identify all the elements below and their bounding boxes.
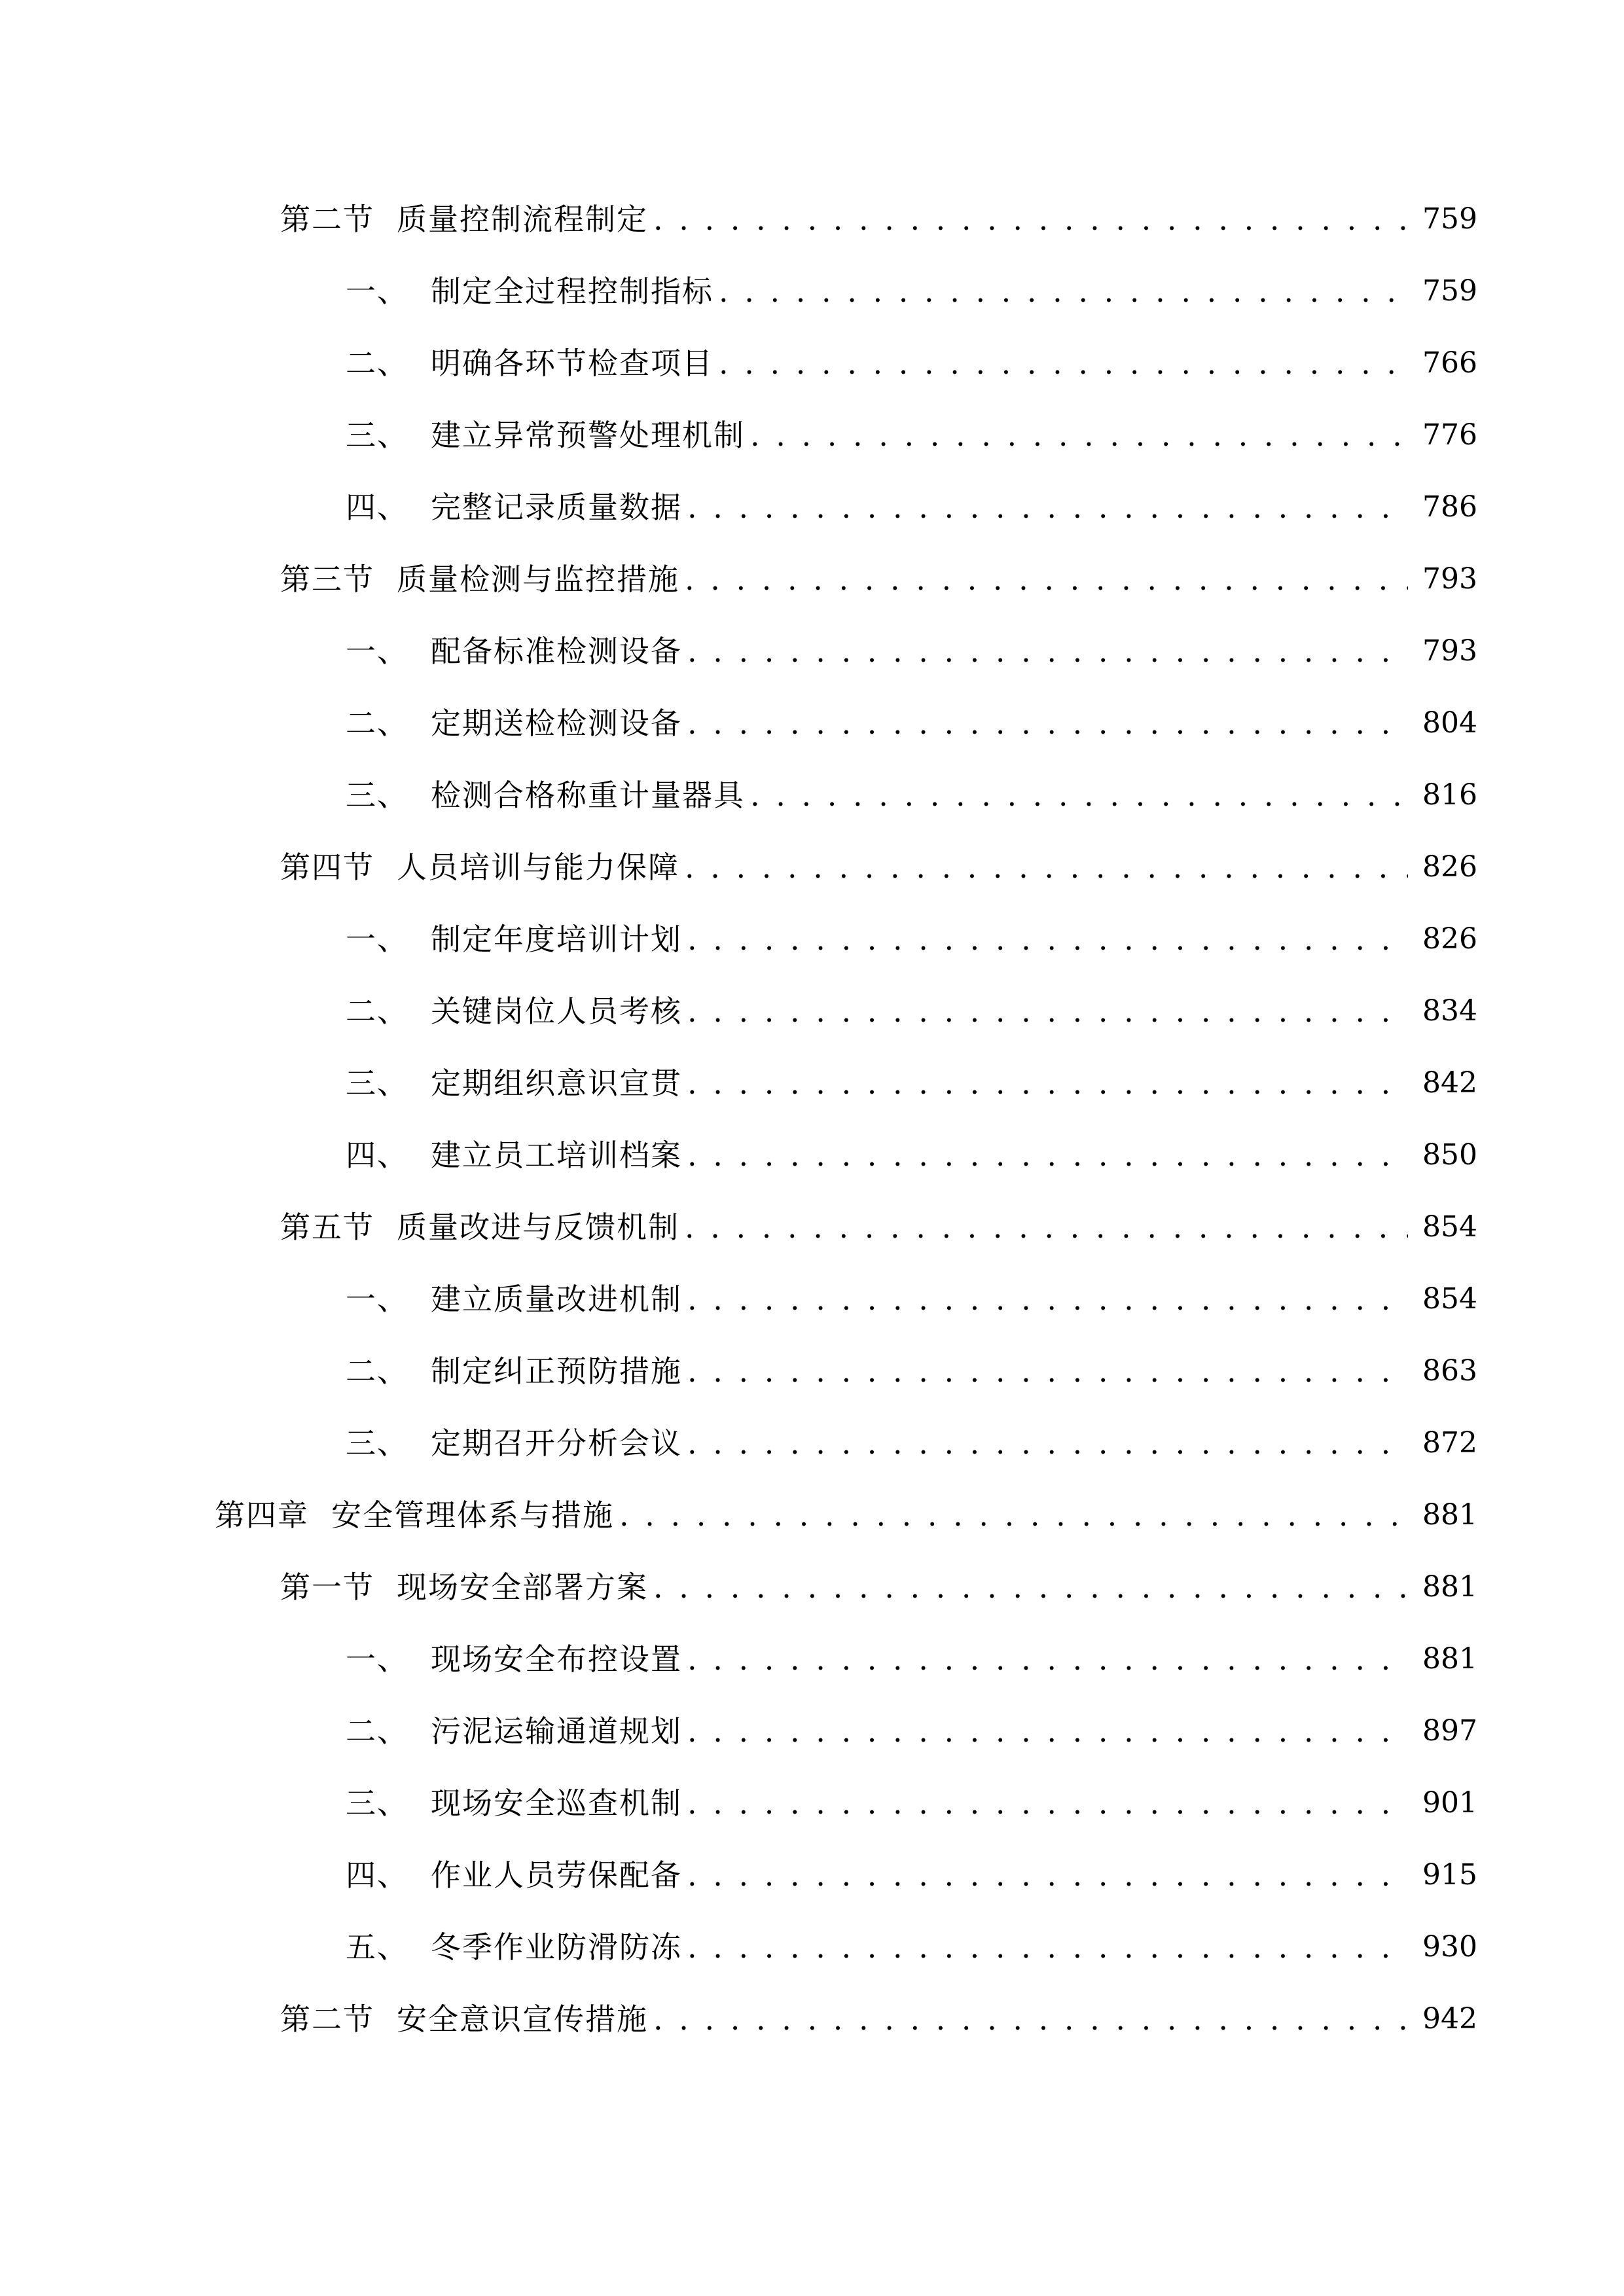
toc-entry-page: 881	[1422, 1642, 1477, 1676]
toc-entry-number: 三、	[346, 418, 408, 453]
toc-entry-page: 881	[1422, 1570, 1477, 1604]
toc-entry[interactable]	[346, 481, 1477, 527]
toc-leader-dots	[619, 1496, 1408, 1535]
toc-entry-title: 明确各环节检查项目	[431, 346, 713, 381]
toc-entry-page: 804	[1422, 706, 1477, 740]
toc-entry-title: 建立员工培训档案	[431, 1138, 682, 1173]
toc-entry[interactable]	[346, 1705, 1477, 1751]
toc-entry-page: 776	[1422, 418, 1477, 452]
toc-entry-number: 第三节	[280, 562, 374, 597]
toc-leader-dots	[687, 1784, 1408, 1823]
toc-entry-page: 850	[1422, 1138, 1477, 1172]
toc-entry-title: 安全意识宣传措施	[397, 2001, 648, 2037]
toc-leader-dots	[687, 992, 1408, 1031]
toc-leader-dots	[687, 1352, 1408, 1391]
toc-leader-dots	[687, 1424, 1408, 1463]
toc-entry-number: 第五节	[280, 1210, 374, 1245]
toc-entry-title: 质量检测与监控措施	[397, 562, 679, 597]
toc-leader-dots	[685, 560, 1408, 599]
toc-entry[interactable]	[215, 1489, 1477, 1535]
toc-entry[interactable]	[346, 1129, 1477, 1175]
toc-entry-page: 759	[1422, 202, 1477, 236]
toc-entry-title: 冬季作业防滑防冻	[431, 1929, 682, 1965]
toc-entry-title: 安全管理体系与措施	[331, 1498, 614, 1533]
toc-entry-page: 766	[1422, 346, 1477, 380]
toc-entry-title: 现场安全布控设置	[431, 1641, 682, 1677]
toc-leader-dots	[750, 776, 1408, 815]
toc-entry[interactable]	[346, 409, 1477, 455]
toc-entry-title: 现场安全部署方案	[397, 1570, 648, 1605]
toc-entry-number: 三、	[346, 1785, 408, 1821]
toc-entry[interactable]	[346, 337, 1477, 383]
toc-entry-title: 定期送检检测设备	[431, 706, 682, 741]
toc-leader-dots	[685, 848, 1408, 887]
toc-entry-number: 二、	[346, 994, 408, 1029]
toc-leader-dots	[750, 416, 1408, 455]
toc-entry[interactable]	[346, 985, 1477, 1031]
toc-entry[interactable]	[346, 1921, 1477, 1967]
toc-entry[interactable]	[346, 1849, 1477, 1895]
toc-entry-page: 793	[1422, 634, 1477, 668]
toc-entry-page: 930	[1422, 1930, 1477, 1964]
toc-leader-dots	[719, 272, 1408, 311]
toc-entry-title: 完整记录质量数据	[431, 490, 682, 525]
toc-entry-number: 一、	[346, 1282, 408, 1317]
toc-leader-dots	[653, 200, 1408, 239]
toc-entry-number: 一、	[346, 1641, 408, 1677]
toc-entry[interactable]	[346, 1777, 1477, 1823]
toc-entry-page: 901	[1422, 1786, 1477, 1820]
toc-entry[interactable]	[280, 1561, 1477, 1607]
toc-entry-title: 定期组织意识宣贯	[431, 1066, 682, 1101]
toc-entry[interactable]	[346, 769, 1477, 815]
toc-entry-number: 第四节	[280, 850, 374, 885]
toc-leader-dots	[653, 2000, 1408, 2039]
toc-entry-number: 三、	[346, 1426, 408, 1461]
toc-entry-title: 定期召开分析会议	[431, 1426, 682, 1461]
toc-entry-page: 834	[1422, 994, 1477, 1028]
toc-entry-page: 826	[1422, 850, 1477, 884]
toc-entry-page: 872	[1422, 1426, 1477, 1460]
toc-leader-dots	[687, 1280, 1408, 1319]
toc-entry[interactable]	[346, 1633, 1477, 1679]
toc-leader-dots	[687, 1928, 1408, 1967]
toc-entry[interactable]	[280, 1201, 1477, 1247]
toc-entry-number: 五、	[346, 1929, 408, 1965]
toc-entry-number: 一、	[346, 274, 408, 309]
toc-entry-page: 786	[1422, 490, 1477, 524]
toc-entry-page: 816	[1422, 778, 1477, 812]
toc-entry-number: 四、	[346, 1857, 408, 1893]
toc-entry-title: 人员培训与能力保障	[397, 850, 679, 885]
toc-entry-page: 793	[1422, 562, 1477, 596]
toc-entry-number: 一、	[346, 922, 408, 957]
toc-entry-number: 二、	[346, 1713, 408, 1749]
toc-entry-title: 检测合格称重计量器具	[431, 778, 745, 813]
toc-entry-title: 污泥运输通道规划	[431, 1713, 682, 1749]
toc-entry-title: 建立异常预警处理机制	[431, 418, 745, 453]
toc-entry-title: 作业人员劳保配备	[431, 1857, 682, 1893]
toc-entry[interactable]	[280, 193, 1477, 239]
toc-leader-dots	[687, 920, 1408, 959]
toc-leader-dots	[653, 1568, 1408, 1607]
toc-entry-title: 质量改进与反馈机制	[397, 1210, 679, 1245]
toc-entry[interactable]	[346, 1057, 1477, 1103]
toc-leader-dots	[687, 488, 1408, 527]
toc-entry-number: 三、	[346, 778, 408, 813]
toc-entry-page: 854	[1422, 1282, 1477, 1316]
toc-entry-title: 现场安全巡查机制	[431, 1785, 682, 1821]
toc-entry-page: 881	[1422, 1498, 1477, 1532]
toc-entry-page: 863	[1422, 1354, 1477, 1388]
toc-entry[interactable]	[280, 553, 1477, 599]
toc-entry[interactable]	[346, 697, 1477, 743]
toc-leader-dots	[685, 1208, 1408, 1247]
toc-leader-dots	[687, 632, 1408, 671]
toc-entry[interactable]	[346, 913, 1477, 959]
toc-entry-number: 第二节	[280, 202, 374, 237]
toc-leader-dots	[719, 344, 1408, 383]
toc-entry-page: 759	[1422, 274, 1477, 308]
toc-entry-number: 第四章	[215, 1498, 309, 1533]
toc-entry-number: 第一节	[280, 1570, 374, 1605]
toc-entry[interactable]	[346, 625, 1477, 671]
toc-entry-title: 制定纠正预防措施	[431, 1354, 682, 1389]
toc-entry-title: 制定全过程控制指标	[431, 274, 713, 309]
toc-entry-number: 第二节	[280, 2001, 374, 2037]
toc-entry-title: 关键岗位人员考核	[431, 994, 682, 1029]
toc-entry-title: 质量控制流程制定	[397, 202, 648, 237]
toc-entry-number: 一、	[346, 634, 408, 669]
toc-entry-number: 二、	[346, 346, 408, 381]
toc-entry-number: 四、	[346, 1138, 408, 1173]
toc-leader-dots	[687, 1136, 1408, 1175]
toc-entry[interactable]	[346, 265, 1477, 311]
toc-entry-number: 四、	[346, 490, 408, 525]
toc-entry[interactable]	[280, 1993, 1477, 2039]
toc-entry[interactable]	[280, 841, 1477, 887]
toc-leader-dots	[687, 704, 1408, 743]
toc-entry-title: 配备标准检测设备	[431, 634, 682, 669]
toc-entry-number: 三、	[346, 1066, 408, 1101]
toc-entry[interactable]	[346, 1417, 1477, 1463]
toc-entry-title: 制定年度培训计划	[431, 922, 682, 957]
toc-leader-dots	[687, 1856, 1408, 1895]
toc-entry-page: 826	[1422, 922, 1477, 956]
toc-entry[interactable]	[346, 1273, 1477, 1319]
toc-leader-dots	[687, 1640, 1408, 1679]
toc-leader-dots	[687, 1712, 1408, 1751]
toc-entry-title: 建立质量改进机制	[431, 1282, 682, 1317]
toc-entry-number: 二、	[346, 706, 408, 741]
toc-leader-dots	[687, 1064, 1408, 1103]
toc-entry-page: 942	[1422, 2002, 1477, 2036]
toc-entry-page: 897	[1422, 1714, 1477, 1748]
toc-entry-page: 842	[1422, 1066, 1477, 1100]
toc-entry[interactable]	[346, 1345, 1477, 1391]
toc-entry-page: 915	[1422, 1858, 1477, 1892]
toc-entry-page: 854	[1422, 1210, 1477, 1244]
toc-entry-number: 二、	[346, 1354, 408, 1389]
